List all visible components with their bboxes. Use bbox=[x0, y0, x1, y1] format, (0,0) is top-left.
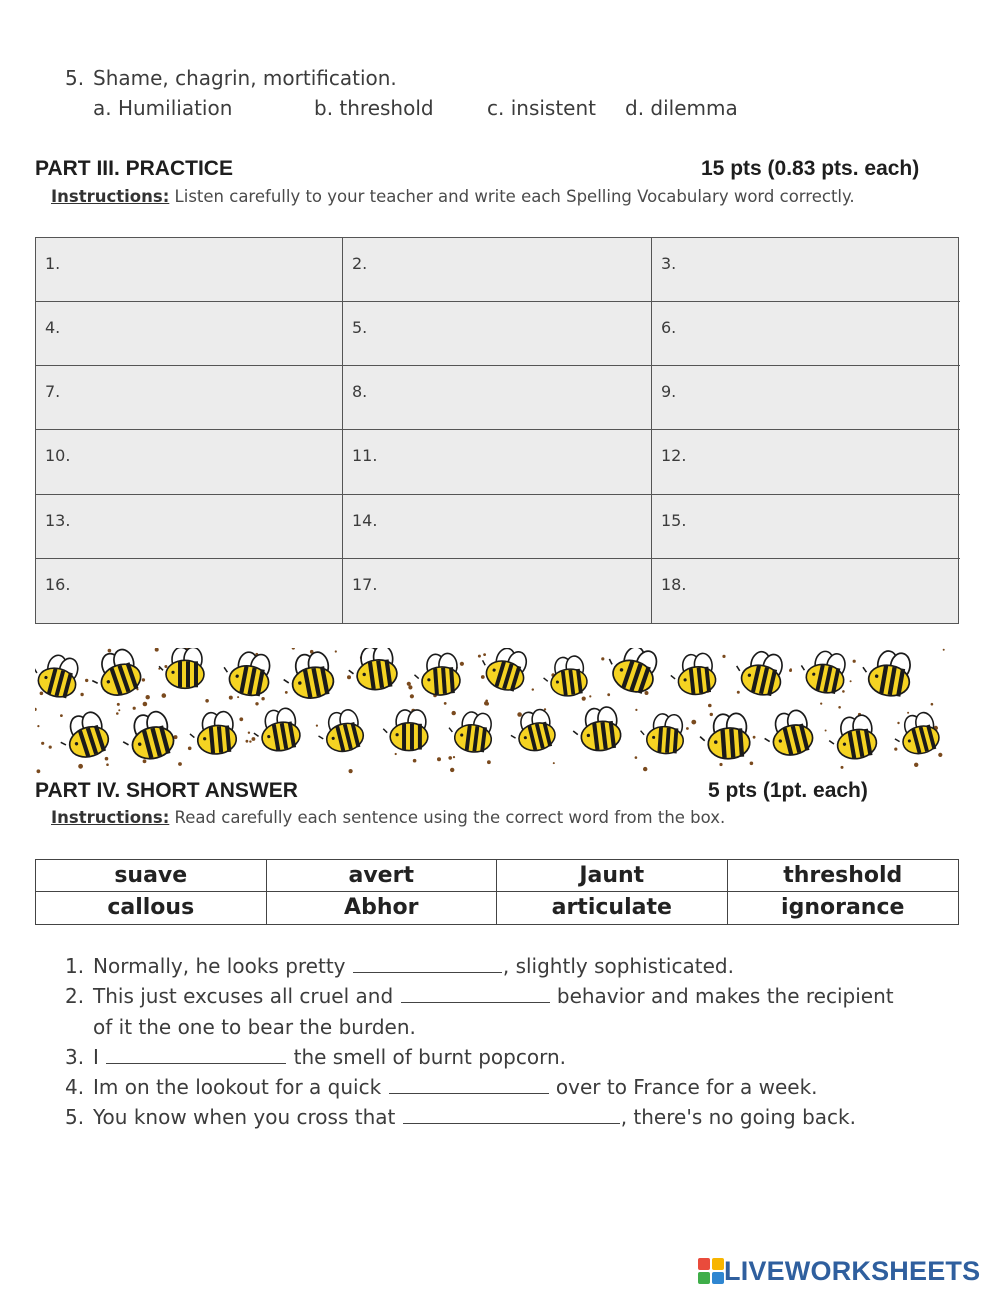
sentence-item bbox=[65, 1072, 965, 1102]
sentence-text: This just excuses all cruel and bbox=[93, 984, 394, 1009]
option-d[interactable]: d. dilemma bbox=[625, 96, 738, 120]
word-option: Jaunt bbox=[497, 860, 728, 892]
question-5 bbox=[65, 66, 397, 90]
bee-icon bbox=[826, 713, 879, 763]
part4-instructions bbox=[51, 808, 725, 827]
bee-icon bbox=[220, 648, 274, 699]
bee-icon bbox=[541, 655, 588, 699]
part4-points: 5 pts (1pt. each) bbox=[708, 779, 868, 802]
logo-text: LIVEWORKSHEETS bbox=[724, 1255, 981, 1286]
answer-blank[interactable] bbox=[353, 953, 502, 973]
bee-icon bbox=[86, 648, 145, 703]
sentence-text: , slightly sophisticated. bbox=[502, 954, 734, 978]
answer-blank[interactable] bbox=[403, 1104, 620, 1124]
answer-cell[interactable]: 18. bbox=[661, 574, 687, 594]
sentence-item bbox=[65, 1102, 965, 1132]
sentence-item bbox=[65, 951, 965, 981]
bee-icon bbox=[118, 709, 177, 765]
answer-cell[interactable]: 11. bbox=[343, 430, 652, 494]
answer-cell[interactable]: 4. bbox=[36, 302, 343, 366]
sentence-text: I bbox=[93, 1044, 99, 1069]
option-c[interactable]: c. insistent bbox=[487, 96, 597, 120]
sentence-number: 3. bbox=[65, 1044, 85, 1069]
sentence-text: , there's no going back. bbox=[620, 1105, 856, 1130]
bee-icon bbox=[159, 648, 204, 688]
bee-icon bbox=[571, 706, 623, 754]
answer-cell[interactable]: 1. bbox=[36, 238, 343, 302]
sentence-number: 4. bbox=[65, 1075, 85, 1100]
option-b[interactable]: b. threshold bbox=[314, 96, 434, 120]
bee-icon bbox=[506, 707, 557, 756]
bee-icon bbox=[188, 711, 237, 756]
answer-cell[interactable]: 15. bbox=[652, 495, 960, 559]
word-box bbox=[35, 859, 959, 925]
answer-cell[interactable]: 17. bbox=[343, 559, 652, 623]
answer-cell[interactable]: 3. bbox=[652, 238, 960, 302]
bee-icon bbox=[699, 713, 751, 761]
answer-cell[interactable]: 2. bbox=[343, 238, 652, 302]
part3-instructions bbox=[51, 187, 855, 206]
word-option: Abhor bbox=[267, 892, 498, 924]
answer-cell[interactable]: 5. bbox=[343, 302, 652, 366]
answer-cell[interactable]: 6. bbox=[652, 302, 960, 366]
bee-icon bbox=[602, 648, 662, 697]
question-number: 5. bbox=[65, 66, 85, 90]
answer-cell[interactable]: 13. bbox=[36, 495, 343, 559]
liveworksheets-logo-icon bbox=[698, 1258, 724, 1284]
question-text: Shame, chagrin, mortification. bbox=[93, 66, 397, 90]
instructions-text: Read carefully each sentence using the correct word from the box. bbox=[169, 808, 726, 827]
bee-icon bbox=[383, 710, 428, 751]
word-option: articulate bbox=[497, 892, 728, 924]
bee-icon bbox=[639, 712, 685, 754]
answer-cell[interactable]: 8. bbox=[343, 366, 652, 430]
answer-blank[interactable] bbox=[389, 1074, 549, 1094]
sentence-text: Im on the lookout for a quick bbox=[93, 1075, 382, 1100]
answer-blank[interactable] bbox=[106, 1044, 286, 1064]
bee-icon bbox=[280, 650, 336, 703]
bee-icon bbox=[251, 706, 303, 754]
instructions-text: Listen carefully to your teacher and write each Spelling Vocabulary word correctly. bbox=[169, 187, 855, 206]
bee-icon bbox=[890, 710, 942, 759]
bee-icon bbox=[797, 648, 849, 696]
bee-icon bbox=[760, 708, 816, 761]
answer-cell[interactable]: 16. bbox=[36, 559, 343, 623]
sentence-number: 5. bbox=[65, 1105, 85, 1130]
bee-icon bbox=[55, 709, 113, 764]
answer-cell[interactable]: 9. bbox=[652, 366, 960, 430]
option-a[interactable]: a. Humiliation bbox=[93, 96, 233, 120]
bee-icon bbox=[413, 653, 461, 697]
sentence-number: 1. bbox=[65, 954, 85, 978]
bee-icon bbox=[669, 652, 717, 697]
sentence-text: the smell of burnt popcorn. bbox=[287, 1044, 566, 1069]
liveworksheets-logo[interactable] bbox=[698, 1255, 980, 1287]
sentence-text: over to France for a week. bbox=[549, 1075, 818, 1100]
bee-pattern bbox=[35, 648, 945, 774]
sentence-continuation: of it the one to bear the burden. bbox=[93, 1014, 416, 1039]
sentence-text: Normally, he looks pretty bbox=[93, 954, 346, 978]
answer-cell[interactable]: 7. bbox=[36, 366, 343, 430]
sentence-number: 2. bbox=[65, 984, 85, 1009]
answer-blank[interactable] bbox=[401, 983, 550, 1003]
word-option: ignorance bbox=[781, 895, 905, 920]
bee-icon bbox=[446, 709, 494, 754]
bee-banner bbox=[35, 648, 945, 774]
instructions-label: Instructions: bbox=[51, 808, 170, 827]
word-option: suave bbox=[36, 860, 267, 892]
bee-icon bbox=[346, 648, 399, 693]
instructions-label: Instructions: bbox=[51, 187, 170, 206]
part3-points: 15 pts (0.83 pts. each) bbox=[701, 157, 920, 180]
sentence-list bbox=[65, 951, 965, 1133]
part3-title: PART III. PRACTICE bbox=[35, 157, 233, 180]
bee-icon bbox=[732, 648, 787, 699]
word-option: avert bbox=[267, 860, 498, 892]
bee-icon bbox=[314, 707, 366, 756]
sentence-text: behavior and makes the recipient bbox=[550, 984, 894, 1009]
answer-cell[interactable]: 12. bbox=[652, 430, 960, 494]
answer-cell[interactable]: 10. bbox=[36, 430, 343, 494]
sentence-item bbox=[65, 981, 965, 1042]
word-option: callous bbox=[36, 892, 267, 924]
word-option: threshold bbox=[728, 860, 959, 892]
answer-cell[interactable]: 14. bbox=[343, 495, 652, 559]
sentence-item bbox=[65, 1042, 965, 1072]
sentence-text: You know when you cross that bbox=[93, 1105, 396, 1130]
practice-grid bbox=[35, 237, 959, 624]
bee-icon bbox=[859, 648, 914, 699]
part4-title: PART IV. SHORT ANSWER bbox=[35, 779, 298, 802]
